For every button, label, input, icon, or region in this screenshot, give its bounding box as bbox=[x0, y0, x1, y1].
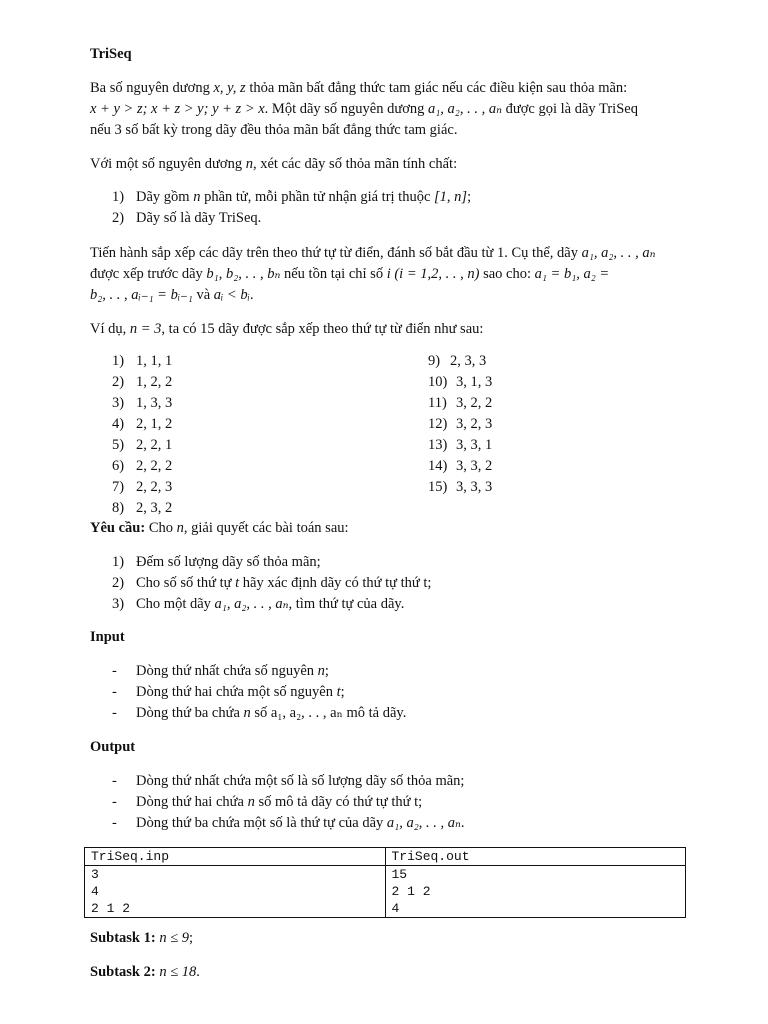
equation: b₂, . . , aᵢ₋₁ = bᵢ₋₁ bbox=[90, 287, 193, 303]
text: Dãy gồm bbox=[136, 189, 194, 205]
item-number: 14) bbox=[428, 458, 448, 474]
constraint: n ≤ 9 bbox=[159, 930, 190, 946]
item-number: 1) bbox=[112, 189, 125, 205]
text: sao cho: bbox=[479, 266, 535, 282]
sequence-b: b₁, b₂, . . , bₙ bbox=[206, 266, 281, 282]
order-line-1 bbox=[90, 243, 685, 264]
list-item bbox=[112, 477, 172, 498]
text: , ta có 15 dãy được sắp xếp theo thứ tự từ điển như sau: bbox=[161, 321, 484, 337]
item-number: 9) bbox=[428, 353, 441, 369]
list-item bbox=[112, 435, 172, 456]
item-number: 2) bbox=[112, 374, 125, 390]
text: Ví dụ, bbox=[90, 321, 130, 337]
list-item bbox=[112, 594, 431, 615]
sequence-value: 1, 1, 1 bbox=[136, 353, 173, 369]
item-number: 3) bbox=[112, 596, 125, 612]
text: số mô tả dãy có thứ tự thứ t; bbox=[254, 794, 423, 810]
list-item bbox=[112, 573, 431, 594]
item-number: 5) bbox=[112, 437, 125, 453]
list-item bbox=[90, 682, 406, 703]
text: số a₁, a₂, . . , aₙ mô tả dãy. bbox=[250, 705, 407, 721]
text: Cho bbox=[145, 520, 177, 536]
input-heading: Input bbox=[90, 629, 125, 645]
list-item bbox=[90, 661, 406, 682]
sequence-value: 2, 3, 2 bbox=[136, 500, 173, 516]
item-number: 6) bbox=[112, 458, 125, 474]
sequence-value: 3, 1, 3 bbox=[456, 374, 493, 390]
text: và bbox=[192, 287, 214, 303]
problem-title: TriSeq bbox=[90, 46, 132, 62]
text: Dòng thứ ba chứa một số là thứ tự của dãy bbox=[136, 815, 387, 831]
text: , xét các dãy số thỏa mãn tính chất: bbox=[252, 156, 458, 172]
sample-input-line: 2 1 2 bbox=[91, 901, 131, 916]
text: Cho số số thứ tự bbox=[136, 575, 236, 591]
text: nếu tồn tại chỉ số bbox=[280, 266, 387, 282]
text: ; bbox=[340, 684, 345, 700]
text: ; bbox=[324, 663, 329, 679]
list-item bbox=[112, 456, 172, 477]
header-input-file: TriSeq.inp bbox=[85, 848, 386, 866]
var-n: n bbox=[176, 520, 184, 536]
list-item bbox=[112, 372, 172, 393]
subtask-label: Subtask 2: bbox=[90, 964, 156, 980]
intro-text: Ba số nguyên dương bbox=[90, 80, 214, 96]
sample-io-table bbox=[84, 847, 686, 918]
text: Dòng thứ hai chứa bbox=[136, 794, 248, 810]
bullet-dash: - bbox=[112, 773, 117, 789]
intro-text: thỏa mãn bất đẳng thức tam giác nếu các điều kiện sau thỏa mãn: bbox=[245, 80, 628, 96]
intro-inequalities: x + y > z; x + z > y; y + z > x bbox=[90, 101, 265, 117]
list-item bbox=[112, 498, 172, 519]
text: Với một số nguyên dương bbox=[90, 156, 246, 172]
sequence-value: 2, 1, 2 bbox=[136, 416, 173, 432]
var-n: n bbox=[247, 794, 255, 810]
text: hãy xác định dãy có thứ tự thứ t; bbox=[239, 575, 432, 591]
example-list-right bbox=[428, 351, 492, 498]
item-number: 2) bbox=[112, 210, 125, 226]
text: ; bbox=[189, 930, 194, 946]
sample-output-line: 15 bbox=[391, 867, 408, 882]
text: Dòng thứ ba chứa bbox=[136, 705, 244, 721]
sample-output-line: 4 bbox=[391, 901, 400, 916]
conditions-list bbox=[112, 187, 471, 229]
bullet-dash: - bbox=[112, 794, 117, 810]
intro-line-3: nếu 3 số bất kỳ trong dãy đều thỏa mãn bất đẳng thức tam giác. bbox=[90, 122, 458, 138]
text: Cho một dãy bbox=[136, 596, 215, 612]
item-number: 15) bbox=[428, 479, 448, 495]
subtask-label: Subtask 1: bbox=[90, 930, 156, 946]
text: được xếp trước dãy bbox=[90, 266, 207, 282]
text: phần tử, mỗi phần tử nhận giá trị thuộc bbox=[200, 189, 435, 205]
output-list bbox=[90, 771, 465, 834]
sequence-value: 2, 2, 1 bbox=[136, 437, 173, 453]
table-header-row bbox=[85, 848, 686, 866]
list-item bbox=[90, 792, 465, 813]
math: n = 3 bbox=[129, 321, 162, 337]
item-number: 3) bbox=[112, 395, 125, 411]
item-number: 1) bbox=[112, 554, 125, 570]
text: Đếm số lượng dãy số thỏa mãn; bbox=[136, 554, 321, 570]
requirement-lead bbox=[90, 518, 685, 539]
list-item bbox=[112, 208, 471, 229]
item-number: 7) bbox=[112, 479, 125, 495]
var-n: n bbox=[243, 705, 251, 721]
list-item bbox=[90, 813, 465, 834]
header-output-file: TriSeq.out bbox=[385, 848, 686, 866]
list-item bbox=[112, 351, 172, 372]
intro-vars: x, y, z bbox=[213, 80, 246, 96]
sequence-a: a₁, a₂, . . , aₙ bbox=[581, 245, 656, 261]
range: [1, n] bbox=[434, 189, 468, 205]
item-number: 2) bbox=[112, 575, 125, 591]
bullet-dash: - bbox=[112, 684, 117, 700]
sequence-value: 3, 3, 1 bbox=[456, 437, 493, 453]
example-lead bbox=[90, 319, 685, 340]
sequence-value: 2, 2, 3 bbox=[136, 479, 173, 495]
sequence-value: 1, 3, 3 bbox=[136, 395, 173, 411]
list-item bbox=[112, 187, 471, 208]
text: Dãy số là dãy TriSeq. bbox=[136, 210, 262, 226]
list-item bbox=[112, 552, 431, 573]
intro-text: được gọi là dãy TriSeq bbox=[501, 101, 638, 117]
subtask-1 bbox=[90, 928, 685, 949]
sequence-a: a₁, a₂, . . , aₙ bbox=[214, 596, 289, 612]
item-number: 11) bbox=[428, 395, 447, 411]
sample-input-line: 3 bbox=[91, 867, 99, 882]
requirement-list bbox=[112, 552, 431, 615]
item-number: 13) bbox=[428, 437, 448, 453]
requirement-label: Yêu cầu: bbox=[90, 520, 146, 536]
list-item bbox=[428, 456, 492, 477]
text: Dòng thứ hai chứa một số nguyên bbox=[136, 684, 337, 700]
list-item bbox=[428, 393, 492, 414]
sequence-value: 3, 2, 3 bbox=[456, 416, 493, 432]
sample-input-line: 4 bbox=[91, 884, 99, 899]
conditions-lead bbox=[90, 154, 685, 175]
text: Tiến hành sắp xếp các dãy trên theo thứ tự từ điển, đánh số bắt đầu từ 1. Cụ thể, dãy bbox=[90, 245, 582, 261]
intro-text: . Một dãy số nguyên dương bbox=[264, 101, 429, 117]
list-item bbox=[90, 703, 406, 724]
equation: a₁ = b₁, a₂ = bbox=[534, 266, 610, 282]
intro-line-1 bbox=[90, 78, 685, 99]
sequence-value: 3, 3, 3 bbox=[456, 479, 493, 495]
sample-input-cell bbox=[85, 866, 386, 918]
intro-sequence: a₁, a₂, . . , aₙ bbox=[428, 101, 502, 117]
order-line-2 bbox=[90, 264, 685, 285]
sequence-value: 1, 2, 2 bbox=[136, 374, 173, 390]
list-item bbox=[428, 414, 492, 435]
var-n: n bbox=[193, 189, 201, 205]
table-row bbox=[85, 866, 686, 918]
sequence-value: 2, 3, 3 bbox=[450, 353, 487, 369]
text: . bbox=[460, 815, 465, 831]
text: ; bbox=[467, 189, 472, 205]
sequence-value: 3, 3, 2 bbox=[456, 458, 493, 474]
subtask-2 bbox=[90, 962, 685, 983]
text: , giải quyết các bài toán sau: bbox=[183, 520, 349, 536]
index-i: i (i = 1,2, . . , n) bbox=[386, 266, 480, 282]
var-t: t bbox=[235, 575, 240, 591]
item-number: 1) bbox=[112, 353, 125, 369]
item-number: 12) bbox=[428, 416, 448, 432]
item-number: 8) bbox=[112, 500, 125, 516]
list-item bbox=[112, 393, 172, 414]
list-item bbox=[90, 771, 465, 792]
list-item bbox=[112, 414, 172, 435]
list-item bbox=[428, 372, 492, 393]
bullet-dash: - bbox=[112, 705, 117, 721]
var-n: n bbox=[245, 156, 253, 172]
text: Dòng thứ nhất chứa số nguyên bbox=[136, 663, 318, 679]
inequality: aᵢ < bᵢ bbox=[213, 287, 250, 303]
text: Dòng thứ nhất chứa một số là số lượng dãy số thỏa mãn; bbox=[136, 773, 465, 789]
list-item bbox=[428, 435, 492, 456]
output-heading: Output bbox=[90, 739, 136, 755]
text: . bbox=[196, 964, 200, 980]
sequence-value: 2, 2, 2 bbox=[136, 458, 173, 474]
sample-output-line: 2 1 2 bbox=[391, 884, 431, 899]
text: , tìm thứ tự của dãy. bbox=[288, 596, 405, 612]
intro-line-2 bbox=[90, 99, 685, 120]
constraint: n ≤ 18 bbox=[159, 964, 197, 980]
order-line-3 bbox=[90, 285, 685, 306]
sequence-value: 3, 2, 2 bbox=[456, 395, 493, 411]
var-n: n bbox=[317, 663, 325, 679]
example-list-left bbox=[112, 351, 172, 519]
item-number: 10) bbox=[428, 374, 448, 390]
bullet-dash: - bbox=[112, 815, 117, 831]
list-item bbox=[428, 477, 492, 498]
text: . bbox=[249, 287, 254, 303]
var-t: t bbox=[336, 684, 341, 700]
bullet-dash: - bbox=[112, 663, 117, 679]
sequence-a: a₁, a₂, . . , aₙ bbox=[386, 815, 461, 831]
item-number: 4) bbox=[112, 416, 125, 432]
input-list bbox=[90, 661, 406, 724]
sample-output-cell bbox=[385, 866, 686, 918]
list-item bbox=[428, 351, 492, 372]
